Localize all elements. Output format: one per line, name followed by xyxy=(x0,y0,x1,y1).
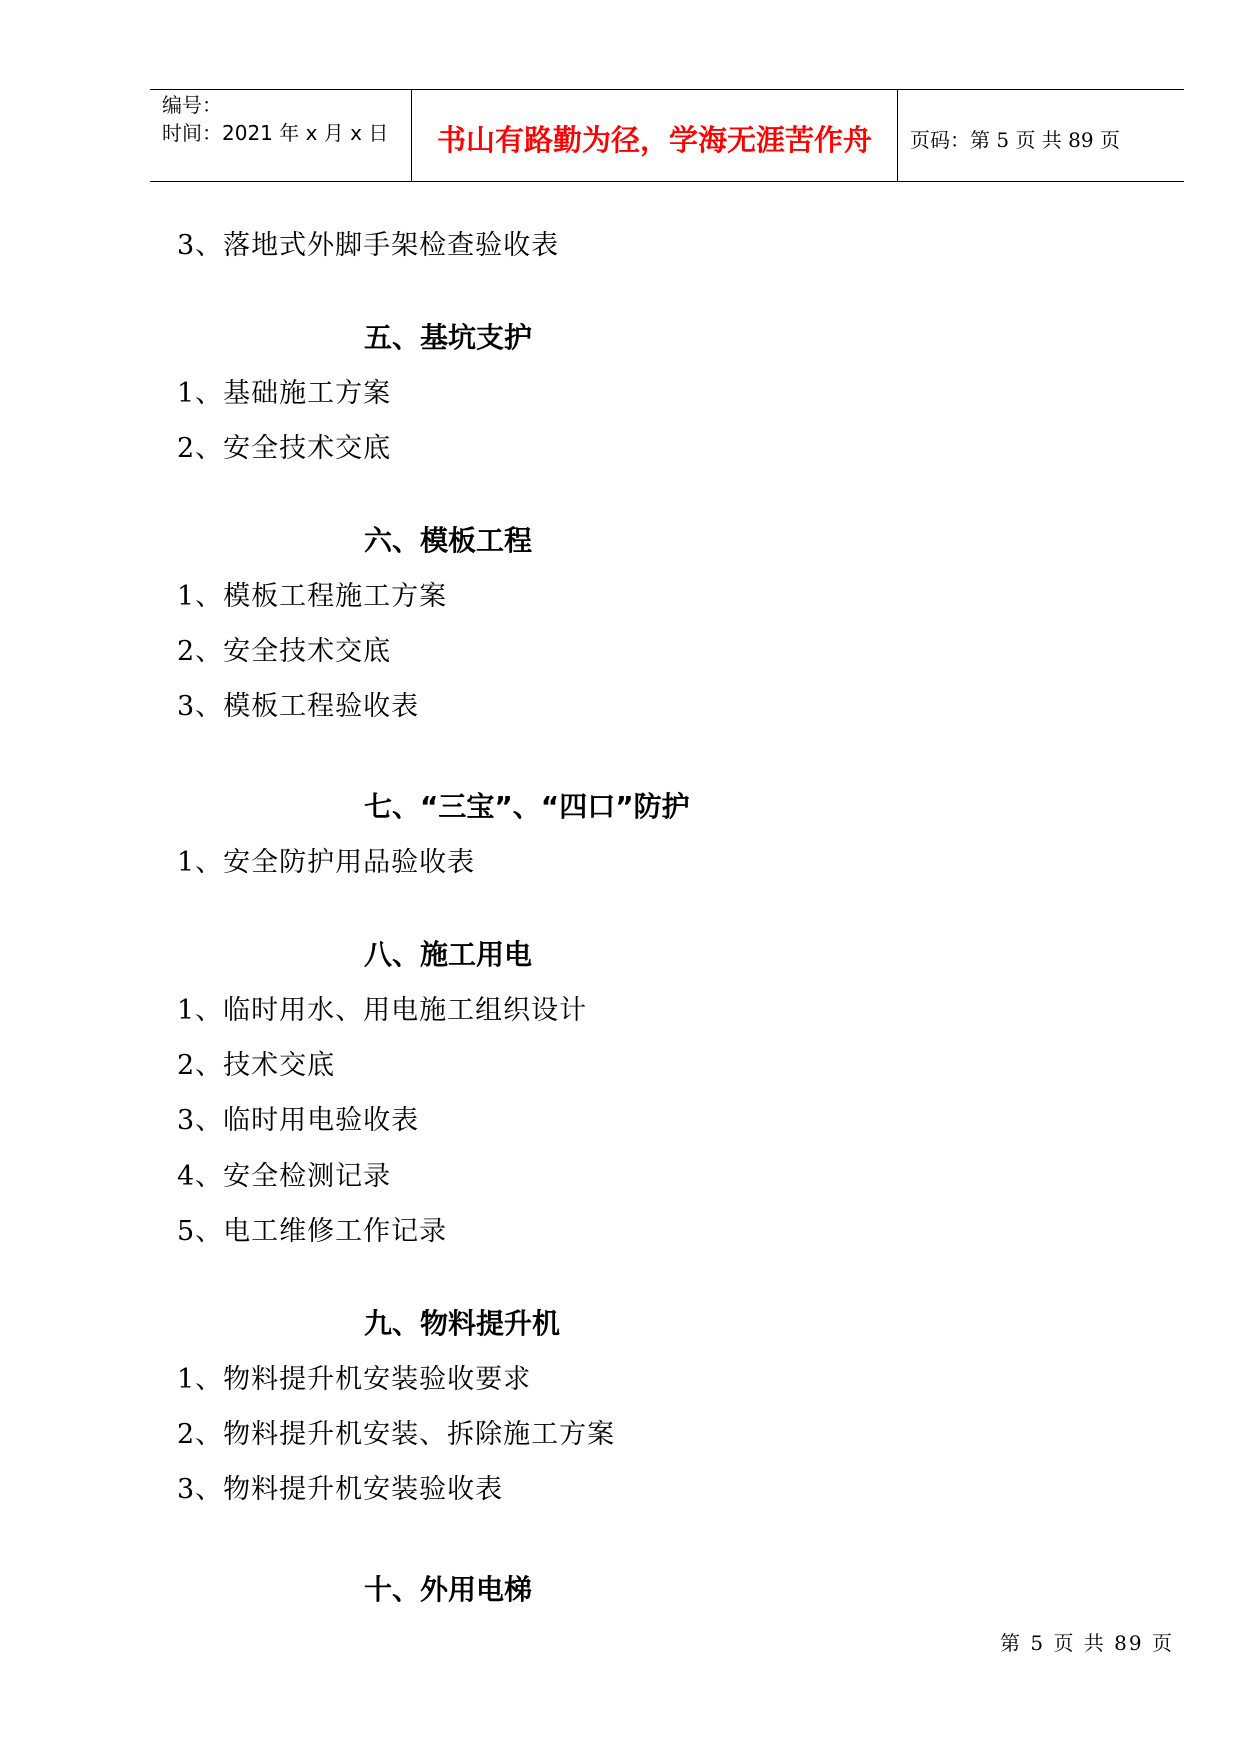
list-item: 1、基础施工方案 xyxy=(177,378,392,409)
header-motto: 书山有路勤为径，学海无涯苦作舟 xyxy=(436,123,872,157)
list-item: 1、物料提升机安装验收要求 xyxy=(177,1364,532,1395)
list-item: 3、物料提升机安装验收表 xyxy=(177,1474,504,1505)
section-heading: 五、基坑支护 xyxy=(364,321,533,354)
section-heading: 九、物料提升机 xyxy=(364,1307,561,1340)
list-item: 1、模板工程施工方案 xyxy=(177,581,448,612)
list-item: 1、安全防护用品验收表 xyxy=(177,847,476,878)
document-date-label: 时间：2021 年 x 月 x 日 xyxy=(162,121,389,145)
list-item: 3、落地式外脚手架检查验收表 xyxy=(177,230,560,261)
page-footer: 第 5 页 共 89 页 xyxy=(1000,1631,1174,1655)
list-item: 3、模板工程验收表 xyxy=(177,691,420,722)
list-item: 5、电工维修工作记录 xyxy=(177,1216,448,1247)
section-heading: 八、施工用电 xyxy=(364,938,533,971)
section-heading: 十、外用电梯 xyxy=(364,1573,533,1606)
list-item: 2、技术交底 xyxy=(177,1050,336,1081)
header-page-info: 页码：第 5 页 共 89 页 xyxy=(910,128,1120,152)
list-item: 2、物料提升机安装、拆除施工方案 xyxy=(177,1419,616,1450)
document-number-label: 编号： xyxy=(162,93,222,117)
list-item: 2、安全技术交底 xyxy=(177,433,392,464)
list-item: 3、临时用电验收表 xyxy=(177,1105,420,1136)
list-item: 2、安全技术交底 xyxy=(177,636,392,667)
section-heading: 七、“三宝”、“四口”防护 xyxy=(364,790,690,823)
section-heading: 六、模板工程 xyxy=(364,524,533,557)
list-item: 4、安全检测记录 xyxy=(177,1161,392,1192)
list-item: 1、临时用水、用电施工组织设计 xyxy=(177,995,588,1026)
